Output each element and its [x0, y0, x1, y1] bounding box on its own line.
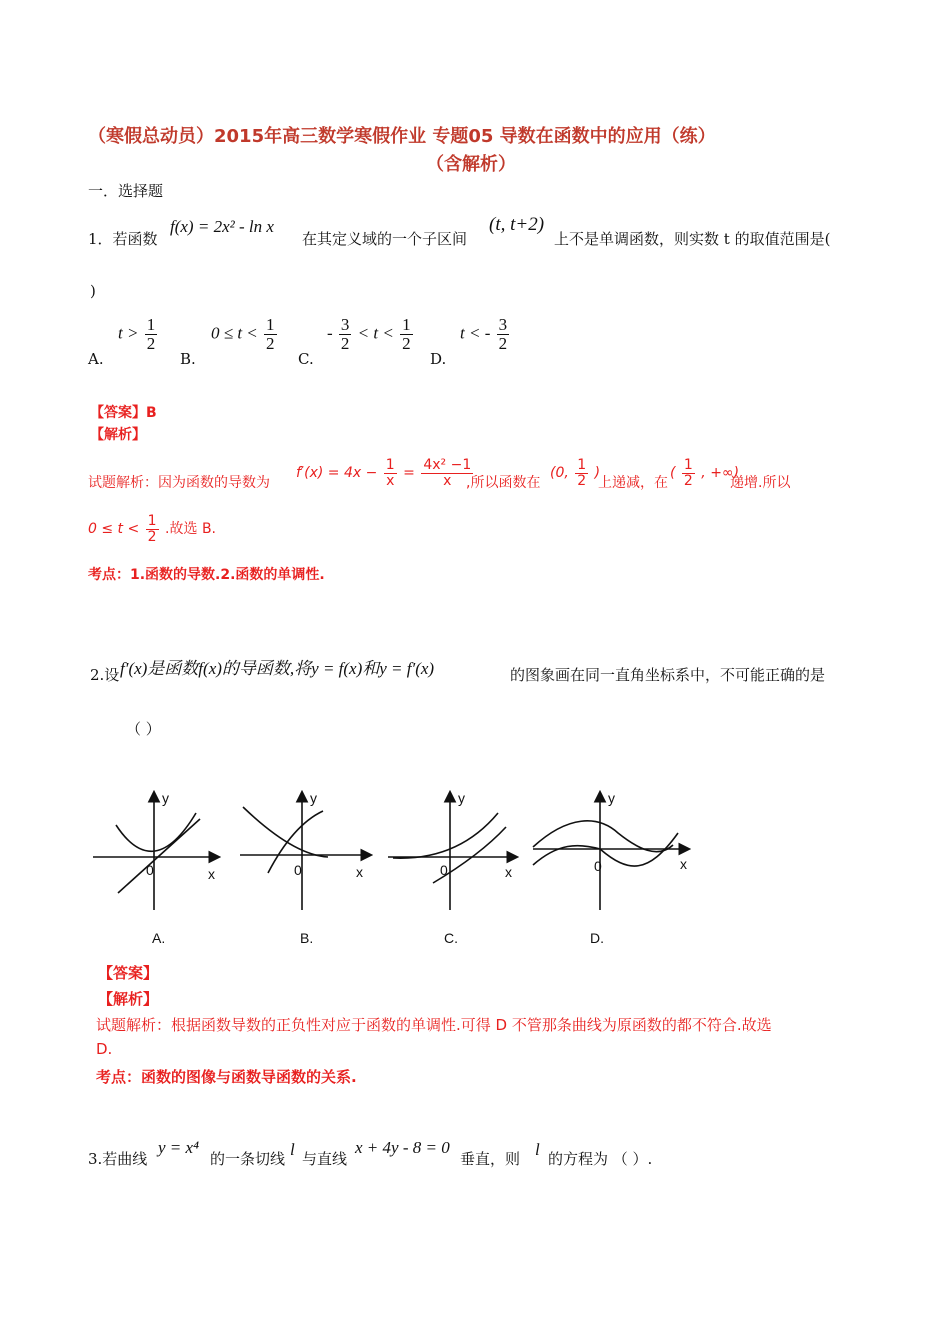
graph-b-origin: 0 — [294, 862, 302, 878]
page-title: （寒假总动员）2015年高三数学寒假作业 专题05 导数在函数中的应用（练） — [88, 126, 716, 147]
q1-kaodian: 考点：1.函数的导数.2.函数的单调性. — [88, 567, 325, 583]
graph-b-label: B. — [300, 930, 314, 946]
q1-function: f(x) = 2x² - ln x — [170, 217, 274, 236]
q2-stem-math: f′(x)是函数f(x)的导函数,将y = f(x)和y = f′(x) — [120, 659, 435, 678]
q2-graphs — [88, 785, 708, 915]
q1-solution-b: ,所以函数在 — [466, 475, 541, 491]
graph-a-origin: 0 — [146, 862, 154, 878]
q1-text-b: 上不是单调函数，则实数 t 的取值范围是( — [554, 230, 831, 248]
q3-line: x + 4y - 8 = 0 — [355, 1138, 450, 1157]
q2-number: 2.设 — [90, 666, 120, 684]
q3-curve: y = x⁴ — [158, 1138, 199, 1157]
q1-option-c-label: C. — [298, 350, 314, 368]
graph-a-curve — [116, 813, 196, 851]
graph-b-y-label: y — [310, 790, 317, 806]
graph-c-y-label: y — [458, 790, 465, 806]
q3-number: 3.若曲线 — [88, 1150, 148, 1168]
q1-option-c: - $\frac{3}{2}$ < t < $\frac{1}{2}$ — [327, 315, 411, 353]
q1-solution-interval-1: (0, $\frac{1}{2}$ ) — [550, 457, 601, 489]
graph-c-x-label: x — [505, 864, 512, 880]
q3-text-a: 的一条切线 — [210, 1150, 286, 1168]
q3-text-d: 的方程为 （ ）. — [548, 1150, 653, 1168]
q2-stem-end: 的图象画在同一直角坐标系中，不可能正确的是 — [510, 666, 826, 684]
graph-d-origin: 0 — [594, 858, 602, 874]
q1-solution-interval-2: ( $\frac{1}{2}$ , +∞) — [670, 457, 740, 489]
q1-option-a-label: A. — [88, 350, 104, 368]
graph-d — [533, 793, 688, 910]
q2-solution-line1: 试题解析：根据函数导数的正负性对应于函数的单调性.可得 D 不管那条曲线为原函数的都不符合.故选 — [96, 1016, 772, 1034]
graph-d-curve-1 — [533, 821, 673, 852]
page-subtitle: （含解析） — [426, 154, 516, 175]
graph-c-origin: 0 — [440, 862, 448, 878]
graph-d-y-label: y — [608, 790, 615, 806]
q2-kaodian: 考点：函数的图像与函数导函数的关系. — [96, 1068, 357, 1086]
q1-text-a: 在其定义域的一个子区间 — [302, 230, 468, 248]
graph-a-x-label: x — [208, 866, 215, 882]
q1-number: 1．若函数 — [88, 230, 158, 248]
q1-option-b-label: B. — [180, 350, 196, 368]
q1-option-d-label: D. — [430, 350, 447, 368]
q2-answer-tag: 【答案】 — [98, 964, 159, 982]
graph-a-label: A. — [152, 930, 166, 946]
q1-solution-line2: 0 ≤ t < $\frac{1}{2}$ .故选 B. — [88, 513, 217, 545]
graph-c-label: C. — [444, 930, 458, 946]
q1-option-a: t > $\frac{1}{2}$ — [118, 315, 156, 353]
q1-solution-d: 递增.所以 — [730, 475, 791, 491]
q3-text-c: 垂直，则 — [460, 1150, 521, 1168]
graph-b — [240, 793, 370, 910]
graph-c — [388, 793, 516, 910]
q2-analysis-tag: 【解析】 — [98, 990, 159, 1008]
graph-a-y-label: y — [162, 790, 169, 806]
q3-l-1: l — [290, 1140, 295, 1159]
q1-answer-tag: 【答案】B — [90, 405, 157, 421]
q2-solution-line2: D. — [96, 1040, 113, 1058]
q2-paren: （ ） — [126, 720, 161, 738]
q1-paren-close: ) — [90, 282, 96, 300]
q1-option-d: t < - $\frac{3}{2}$ — [460, 315, 508, 353]
graph-d-x-label: x — [680, 856, 687, 872]
q1-solution-c: 上递减，在 — [598, 475, 668, 491]
q3-text-b: 与直线 — [302, 1150, 348, 1168]
graph-c-curve-1 — [393, 813, 498, 858]
graph-a — [93, 793, 218, 910]
graph-b-x-label: x — [356, 864, 363, 880]
graph-a-line — [118, 819, 200, 893]
graph-d-label: D. — [590, 930, 604, 946]
q3-l-2: l — [535, 1140, 540, 1159]
section-heading: 一．选择题 — [88, 182, 164, 200]
q1-solution-a: 试题解析：因为函数的导数为 — [88, 475, 270, 491]
q1-solution-derivative: f′(x) = 4x − $\frac{1}{x}$ = $\frac{\text{4x² −1}}{x}$ — [296, 457, 472, 489]
q1-option-b: 0 ≤ t < $\frac{1}{2}$ — [211, 315, 275, 353]
q1-analysis-tag: 【解析】 — [90, 427, 146, 443]
q1-interval: (t, t+2) — [489, 214, 545, 235]
